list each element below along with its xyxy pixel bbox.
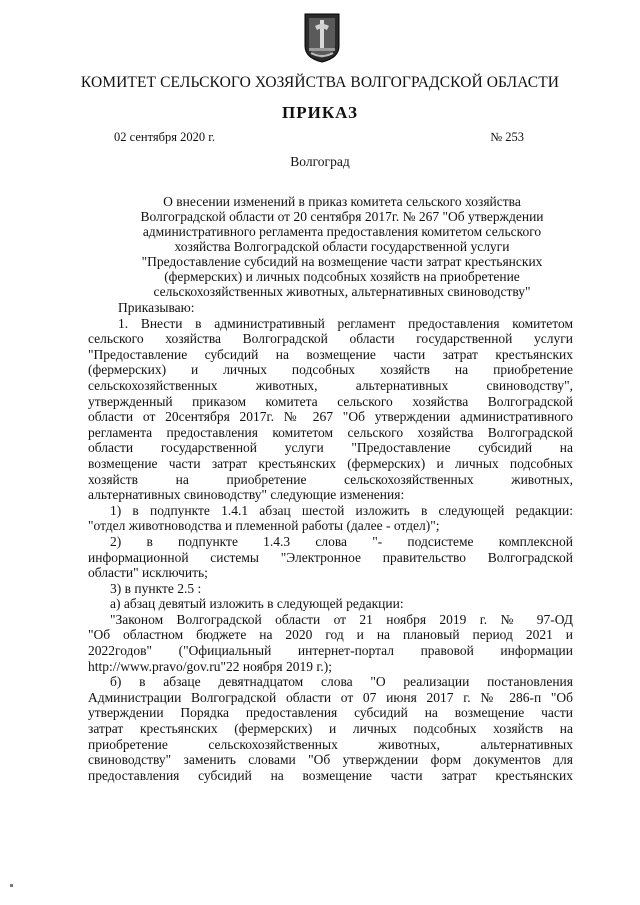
subject-line: (фермерских) и личных подсобных хозяйств на приобретение [164,269,520,284]
body-line: хозяйств на приобретение сельскохозяйственных животных, [88,471,573,487]
document-city: Волгоград [290,154,350,169]
body-line: информационной системы "Электронное правительство Волгоградской [88,549,573,565]
body-line: сельскохозяйственных животных, альтернативных свиноводству", [88,377,573,393]
scan-speck [10,884,13,887]
body-line: 1. Внести в административный регламент предоставления комитетом [118,315,573,331]
body-line: регламента предоставления комитетом сельского хозяйства Волгоградской [88,424,573,440]
document-date: 02 сентября 2020 г. [114,130,216,144]
subject-line: сельскохозяйственных животных, альтернативных свиноводству" [153,284,531,299]
body-line: (фермерских) и личных подсобных хозяйств на приобретение [88,362,573,378]
coat-of-arms-icon [303,12,341,64]
subject-line: Волгоградской области от 20 сентября 2017г. № 267 "Об утверждении [140,209,544,224]
subject-line: административного регламента предоставления комитетом сельского [142,224,542,239]
body-line: б) в абзаце девятнадцатом слова "О реализации постановления [110,674,573,690]
body-line: свиноводству" заменить словами "Об утверждении форм документов для [88,752,573,768]
document-subject [114,194,570,299]
body-line: предоставления субсидий на возмещение части затрат крестьянских [88,767,573,783]
document-body [88,300,573,783]
body-line: а) абзац девятый изложить в следующей редакции: [110,596,404,612]
body-line: "Об областном бюджете на 2020 год и на плановый период 2021 и [88,627,573,643]
body-line: области" исключить; [88,565,208,581]
body-line: приобретение сельскохозяйственных животных, альтернативных [88,736,573,752]
body-line: Приказываю: [118,300,195,315]
subject-line: О внесении изменений в приказ комитета сельского хозяйства [163,194,521,209]
body-line: области государственной услуги "Предоставление субсидий на [88,440,573,456]
body-line: "Предоставление субсидий на возмещение части затрат крестьянских [88,346,573,362]
subject-line: "Предоставление субсидий на возмещение части затрат крестьянских [141,254,543,269]
body-line: 2022годов" ("Официальный интернет-портал правовой информации [88,643,573,659]
body-line: затрат крестьянских (фермерских) и личных подсобных хозяйств на [88,721,573,737]
body-line: 1) в подпункте 1.4.1 абзац шестой изложить в следующей редакции: [110,502,573,518]
body-line: Администрации Волгоградской области от 07 июня 2017 г. № 286-п "Об [88,689,573,705]
body-line: утверждении Порядка предоставления субсидий на возмещение части [88,705,573,721]
organization-name: КОМИТЕТ СЕЛЬСКОГО ХОЗЯЙСТВА ВОЛГОГРАДСКОЙ ОБЛАСТИ [80,74,560,91]
body-line: http://www.pravo/gov.ru"22 ноября 2019 г.); [88,658,333,674]
body-line: "отдел животноводства и племенной работы (далее - отдел)"; [88,518,440,534]
document-type: ПРИКАЗ [282,103,358,122]
body-line: альтернативных свиноводству" следующие изменения: [88,487,405,503]
body-line: области от 20сентября 2017г. № 267 "Об утверждении административного [88,409,573,425]
subject-line: хозяйства Волгоградской области государственной услуги [174,239,510,254]
document-number: № 253 [490,130,524,144]
body-line: 3) в пункте 2.5 : [110,580,202,596]
body-line: возмещение части затрат крестьянских (фермерских) и личных подсобных [88,455,573,471]
body-line: 2) в подпункте 1.4.3 слова "- подсистеме комплексной [110,533,573,549]
body-line: сельского хозяйства Волгоградской области государственной услуги [88,331,573,347]
body-line: "Законом Волгоградской области от 21 ноября 2019 г. № 97-ОД [110,611,573,627]
body-line: утвержденный приказом комитета сельского хозяйства Волгоградской [88,393,573,409]
